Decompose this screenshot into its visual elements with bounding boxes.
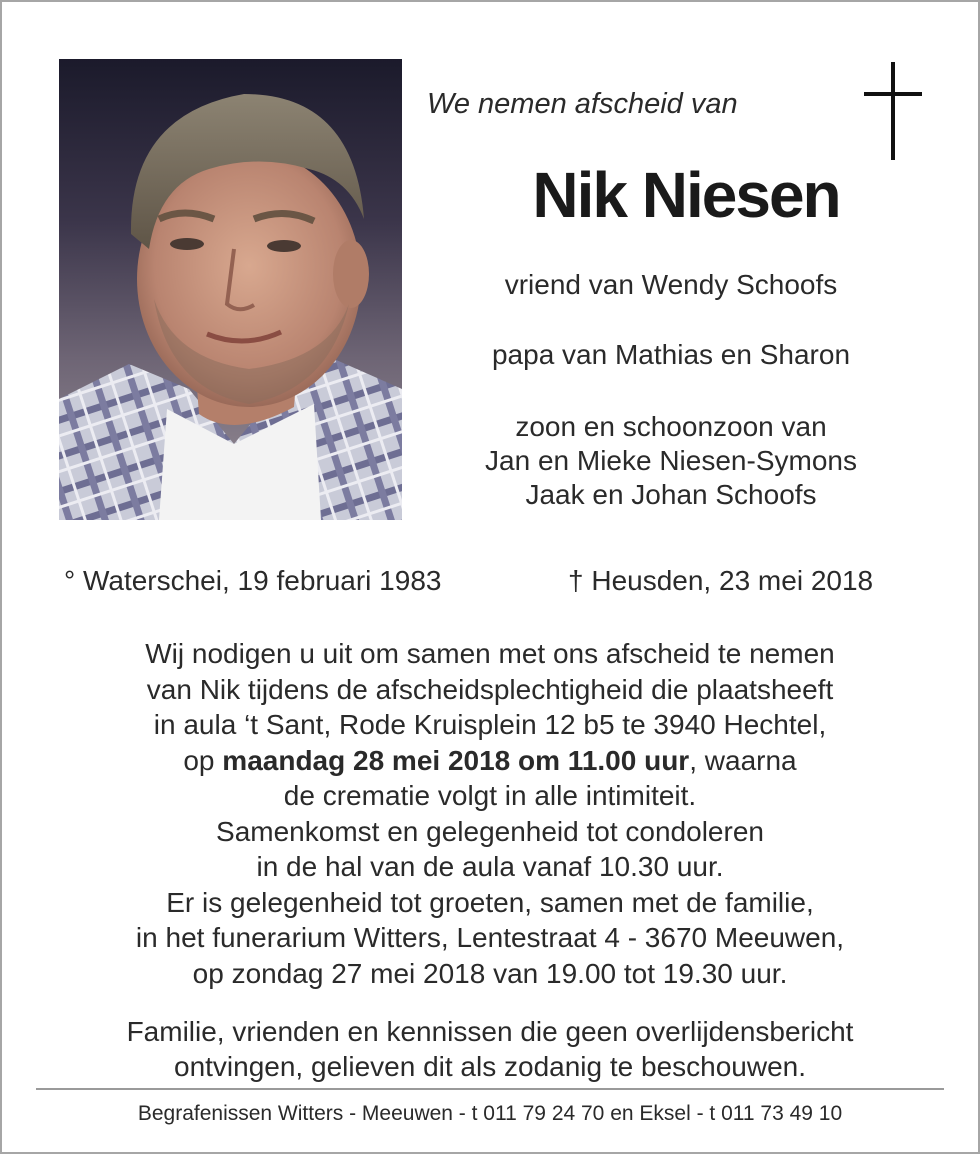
invitation-line: van Nik tijdens de afscheidsplechtigheid die plaatsheeft bbox=[146, 673, 834, 705]
closing-line: Familie, vrienden en kennissen die geen overlijdensbericht bbox=[126, 1016, 854, 1047]
deceased-name: Nik Niesen bbox=[532, 159, 840, 231]
footer-contact: Begrafenissen Witters - Meeuwen - t 011 79 24 70 en Eksel - t 011 73 49 10 bbox=[137, 1102, 843, 1125]
invitation-line: Er is gelegenheid tot groeten, samen met de familie, bbox=[166, 886, 814, 918]
intro-text: We nemen afscheid van bbox=[427, 88, 738, 120]
invitation-line: in de hal van de aula vanaf 10.30 uur. bbox=[256, 851, 724, 882]
footer-divider bbox=[36, 1088, 944, 1090]
invitation-line: Wij nodigen u uit om samen met ons afscheid te nemen bbox=[145, 638, 835, 669]
cross-icon bbox=[864, 62, 922, 160]
birth-info: ° Waterschei, 19 februari 1983 bbox=[64, 565, 442, 596]
invitation-line: Samenkomst en gelegenheid tot condoleren bbox=[216, 815, 764, 847]
invitation-text bbox=[32, 636, 948, 991]
invitation-line: de crematie volgt in alle intimiteit. bbox=[283, 780, 697, 811]
parents-heading: zoon en schoonzoon van bbox=[515, 411, 827, 442]
invitation-line: in aula ‘t Sant, Rode Kruisplein 12 b5 te 3940 Hechtel, bbox=[153, 709, 827, 740]
portrait-photo bbox=[59, 59, 402, 520]
invitation-line: op zondag 27 mei 2018 van 19.00 tot 19.30 uur. bbox=[192, 957, 788, 989]
invitation-line bbox=[32, 743, 948, 779]
children-line: papa van Mathias en Sharon bbox=[491, 339, 851, 370]
invitation-line: in het funerarium Witters, Lentestraat 4 - 3670 Meeuwen, bbox=[135, 922, 845, 953]
closing-text bbox=[32, 1014, 948, 1084]
partner-line: vriend van Wendy Schoofs bbox=[504, 269, 838, 300]
death-info: † Heusden, 23 mei 2018 bbox=[568, 565, 874, 596]
parents-line-1: Jan en Mieke Niesen-Symons bbox=[485, 445, 857, 476]
line4-suffix: , waarna bbox=[689, 744, 797, 776]
parents-line-2: Jaak en Johan Schoofs bbox=[525, 479, 817, 510]
line4-prefix: op bbox=[183, 744, 223, 776]
ceremony-date: maandag 28 mei 2018 om 11.00 uur bbox=[222, 744, 690, 776]
closing-line: ontvingen, gelieven dit als zodanig te beschouwen. bbox=[174, 1051, 806, 1082]
